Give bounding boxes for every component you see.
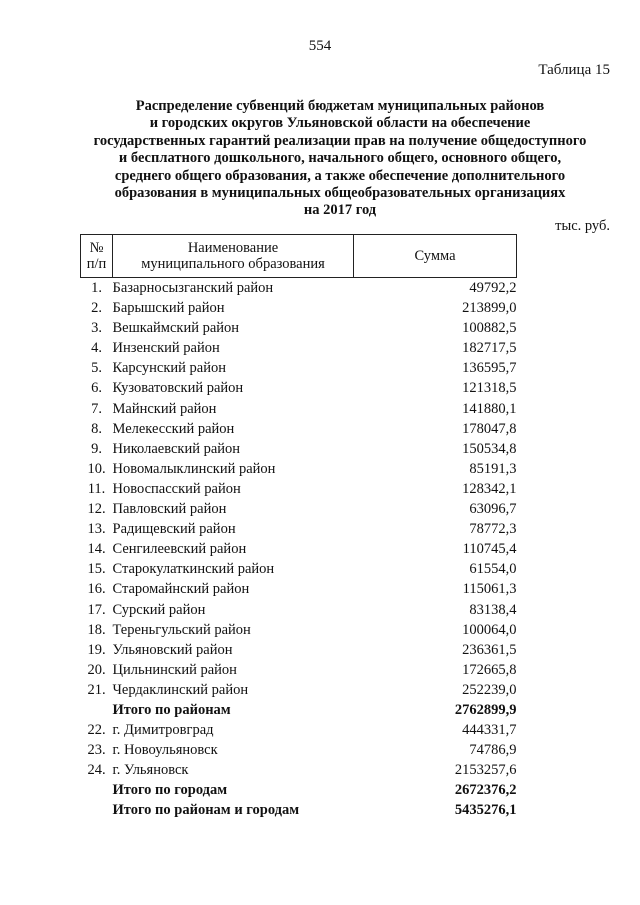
row-number: 15. (87, 561, 106, 578)
table-row (81, 559, 517, 579)
row-name: Итого по городам (112, 782, 228, 799)
row-number: 24. (87, 762, 106, 779)
document-title (60, 98, 620, 220)
row-name: Николаевский район (112, 440, 241, 457)
table-row (81, 318, 517, 338)
row-name: Майнский район (112, 400, 217, 417)
row-sum: 182717,5 (462, 340, 517, 357)
row-number: 17. (87, 601, 106, 618)
table-row (81, 439, 517, 459)
table-row (81, 539, 517, 559)
row-number (81, 780, 113, 800)
row-number: 22. (87, 722, 106, 739)
row-sum: 150534,8 (462, 440, 517, 457)
row-sum: 110745,4 (462, 541, 517, 558)
table-label: Таблица 15 (538, 62, 610, 78)
row-name: Кузоватовский район (112, 380, 244, 397)
table-row (81, 720, 517, 740)
row-name: Вешкаймский район (112, 320, 240, 337)
row-sum: 74786,9 (469, 742, 517, 759)
row-sum: 444331,7 (462, 722, 517, 739)
row-number: 4. (91, 340, 102, 357)
row-sum: 172665,8 (462, 661, 517, 678)
row-sum: 115061,3 (462, 581, 517, 598)
row-name: Новомалыклинский район (112, 460, 276, 477)
table-row (81, 399, 517, 419)
row-name: Итого по районам (112, 701, 231, 718)
row-number: 9. (91, 440, 102, 457)
row-sum: 121318,5 (462, 380, 517, 397)
row-number: 8. (91, 420, 102, 437)
row-number: 3. (91, 320, 102, 337)
row-sum: 252239,0 (462, 681, 517, 698)
row-sum: 63096,7 (469, 501, 517, 518)
row-number: 10. (87, 460, 106, 477)
table-row (81, 640, 517, 660)
table-row (81, 680, 517, 700)
row-sum: 178047,8 (462, 420, 517, 437)
header-sum: Сумма (354, 235, 517, 278)
row-number: 5. (91, 360, 102, 377)
table-header-row (81, 235, 517, 278)
table-row (81, 800, 517, 820)
table-body (81, 278, 517, 821)
table-row (81, 760, 517, 780)
row-name: Сенгилеевский район (112, 541, 247, 558)
row-sum: 85191,3 (469, 460, 517, 477)
row-number: 13. (87, 521, 106, 538)
header-number-line2: п/п (86, 256, 107, 272)
table-row (81, 298, 517, 318)
row-name: Карсунский район (112, 360, 227, 377)
row-sum: 2153257,6 (454, 762, 517, 779)
table-row (81, 278, 517, 299)
table-row (81, 579, 517, 599)
row-name: г. Новоульяновск (112, 742, 218, 759)
table-row (81, 378, 517, 398)
row-name: Тереньгульский район (112, 621, 251, 638)
row-sum: 5435276,1 (454, 802, 517, 819)
row-number: 18. (87, 621, 106, 638)
row-name: Базарносызганский район (112, 280, 274, 296)
table-row (81, 499, 517, 519)
row-name: Барышский район (112, 300, 225, 317)
row-number: 1. (91, 280, 102, 296)
table-row (81, 459, 517, 479)
row-number: 23. (87, 742, 106, 759)
row-name: Мелекесский район (112, 420, 235, 437)
row-number: 2. (91, 300, 102, 317)
row-number: 6. (91, 380, 102, 397)
row-sum: 236361,5 (462, 641, 517, 658)
units-label: тыс. руб. (555, 218, 610, 234)
table-row (81, 358, 517, 378)
title-line: и бесплатного дошкольного, начального общего, основного общего, (118, 150, 562, 167)
row-sum: 141880,1 (462, 400, 517, 417)
row-name: Новоспасский район (112, 480, 241, 497)
row-number: 20. (87, 661, 106, 678)
title-line: и городских округов Ульяновской области на обеспечение (149, 115, 531, 132)
row-sum: 100882,5 (462, 320, 517, 337)
table-row (81, 519, 517, 539)
row-sum: 128342,1 (462, 480, 517, 497)
row-number: 19. (87, 641, 106, 658)
title-line: образования в муниципальных общеобразовательных организациях (114, 185, 566, 202)
row-number: 11. (87, 480, 106, 497)
page-number: 554 (308, 38, 332, 54)
row-name: Старомайнский район (112, 581, 250, 598)
table-row (81, 660, 517, 680)
row-sum: 78772,3 (469, 521, 517, 538)
row-sum: 83138,4 (469, 601, 517, 618)
row-name: Итого по районам и городам (112, 802, 300, 819)
row-name: Сурский район (112, 601, 206, 618)
row-name: Цильнинский район (112, 661, 237, 678)
row-name: Радищевский район (112, 521, 236, 538)
row-number (81, 800, 113, 820)
row-sum: 213899,0 (462, 300, 517, 317)
row-number: 14. (87, 541, 106, 558)
row-sum: 2762899,9 (454, 701, 517, 718)
row-name: Ульяновский район (112, 641, 233, 658)
title-line: государственных гарантий реализации прав на получение общедоступного (93, 132, 587, 149)
row-sum: 61554,0 (469, 561, 517, 578)
row-name: Чердаклинский район (112, 681, 249, 698)
row-name: г. Димитровград (112, 722, 214, 739)
row-number: 21. (87, 681, 106, 698)
table-row (81, 338, 517, 358)
table-row (81, 479, 517, 499)
table-row (81, 700, 517, 720)
table-row (81, 620, 517, 640)
table-row (81, 600, 517, 620)
header-number-line1: № (89, 240, 104, 256)
header-name-line2: муниципального образования (141, 256, 325, 272)
row-name: г. Ульяновск (112, 762, 189, 779)
row-sum: 100064,0 (462, 621, 517, 638)
row-number (81, 700, 113, 720)
row-sum: 2672376,2 (454, 782, 517, 799)
row-number: 7. (91, 400, 102, 417)
table-row (81, 419, 517, 439)
subventions-table (80, 234, 517, 821)
row-name: Инзенский район (112, 340, 220, 357)
title-line: среднего общего образования, а также обеспечение дополнительного (114, 167, 566, 184)
row-sum: 49792,2 (469, 280, 517, 296)
row-number: 16. (87, 581, 106, 598)
header-name (113, 235, 354, 278)
title-line: Распределение субвенций бюджетам муниципальных районов (135, 98, 545, 114)
row-sum: 136595,7 (462, 360, 517, 377)
table-row (81, 740, 517, 760)
row-name: Старокулаткинский район (112, 561, 275, 578)
title-line: на 2017 год (303, 202, 377, 219)
row-number: 12. (87, 501, 106, 518)
header-name-line1: Наименование (187, 240, 279, 256)
table-row (81, 780, 517, 800)
header-number (81, 235, 113, 278)
row-name: Павловский район (112, 501, 227, 518)
